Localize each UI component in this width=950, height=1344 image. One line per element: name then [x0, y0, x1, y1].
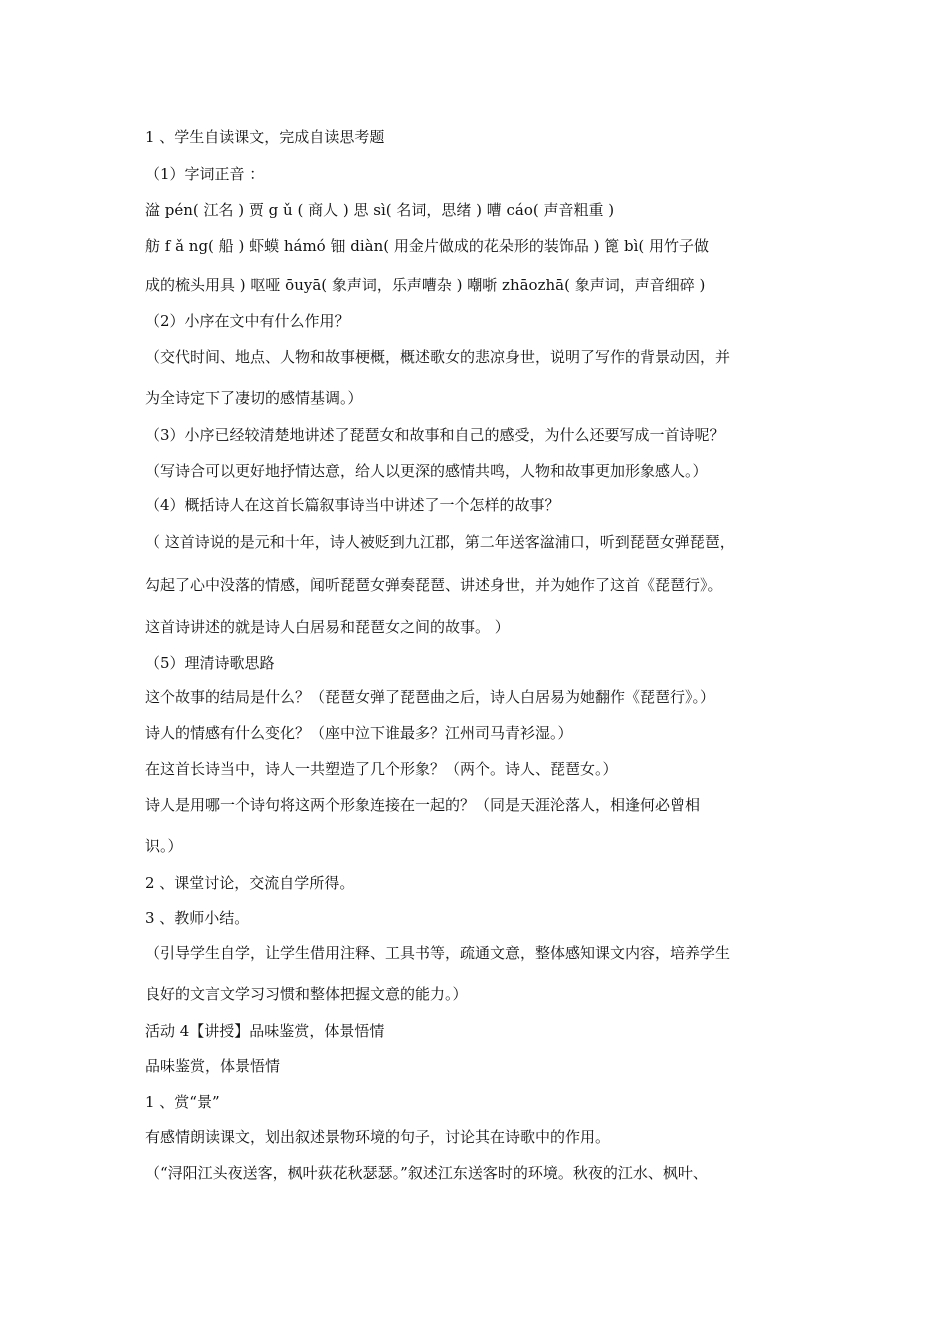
- text-line: 湓 pén( 江名 ) 贾 g ǔ ( 商人 ) 思 sì( 名词，思绪 ) 嘈 cáo( 声音粗重 ): [145, 201, 615, 219]
- text-line: 这个故事的结局是什么？（琵琶女弹了琵琶曲之后，诗人白居易为她翻作《琵琶行》。）: [145, 688, 716, 706]
- text-line: 2 、课堂讨论，交流自学所得。: [145, 874, 355, 892]
- text-line: （引导学生自学，让学生借用注释、工具书等，疏通文意，整体感知课文内容，培养学生: [145, 944, 731, 962]
- text-line: 勾起了心中没落的情感，闻听琵琶女弹奏琵琶、讲述身世，并为她作了这首《琵琶行》。: [145, 576, 723, 594]
- text-line: （5）理清诗歌思路: [145, 654, 275, 672]
- text-line: 有感情朗读课文，划出叙述景物环境的句子，讨论其在诗歌中的作用。: [145, 1128, 611, 1146]
- text-line: （1）字词正音 ：: [145, 165, 265, 183]
- text-line: 3 、教师小结。: [145, 909, 250, 927]
- text-line: 良好的文言文学习习惯和整体把握文意的能力。）: [145, 985, 468, 1003]
- text-line: （4）概括诗人在这首长篇叙事诗当中讲述了一个怎样的故事？: [145, 496, 560, 514]
- text-line: （交代时间、地点、人物和故事梗概，概述歌女的悲凉身世，说明了写作的背景动因，并: [145, 348, 731, 366]
- text-line: （3）小序已经较清楚地讲述了琵琶女和故事和自己的感受，为什么还要写成一首诗呢？: [145, 426, 725, 444]
- text-line: 这首诗讲述的就是诗人白居易和琵琶女之间的故事。 ）: [145, 618, 510, 636]
- text-line: （ 这首诗说的是元和十年，诗人被贬到九江郡，第二年送客湓浦口，听到琵琶女弹琵琶，: [145, 533, 735, 551]
- text-line: 1 、赏“景”: [145, 1093, 220, 1111]
- text-line: （2）小序在文中有什么作用？: [145, 312, 350, 330]
- text-line: 在这首长诗当中，诗人一共塑造了几个形象？（两个。诗人、琵琶女。）: [145, 760, 618, 778]
- text-line: 活动 4【讲授】品味鉴赏，体景悟情: [145, 1022, 385, 1040]
- text-line: 成的梳头用具 ) 呕哑 ōuyā( 象声词，乐声嘈杂 ) 嘲哳 zhāozhā( 象声词，声音细碎 ): [145, 276, 706, 294]
- text-line: 识。）: [145, 837, 183, 855]
- text-line: 诗人是用哪一个诗句将这两个形象连接在一起的？（同是天涯沦落人，相逢何必曾相: [145, 796, 701, 814]
- text-line: 为全诗定下了凄切的感情基调。）: [145, 389, 363, 407]
- text-line: 诗人的情感有什么变化？（座中泣下谁最多？江州司马青衫湿。）: [145, 724, 573, 742]
- text-line: （“浔阳江头夜送客，枫叶荻花秋瑟瑟。”叙述江东送客时的环境。秋夜的江水、枫叶、: [145, 1164, 708, 1182]
- text-line: 1 、学生自读课文，完成自读思考题: [145, 128, 385, 146]
- text-line: （写诗合可以更好地抒情达意，给人以更深的感情共鸣，人物和故事更加形象感人。）: [145, 462, 708, 480]
- text-line: 品味鉴赏，体景悟情: [145, 1057, 281, 1075]
- text-line: 舫 f ǎ ng( 船 ) 虾蟆 hámó 钿 diàn( 用金片做成的花朵形的装饰品 ) 篦 bì( 用竹子做: [145, 237, 710, 255]
